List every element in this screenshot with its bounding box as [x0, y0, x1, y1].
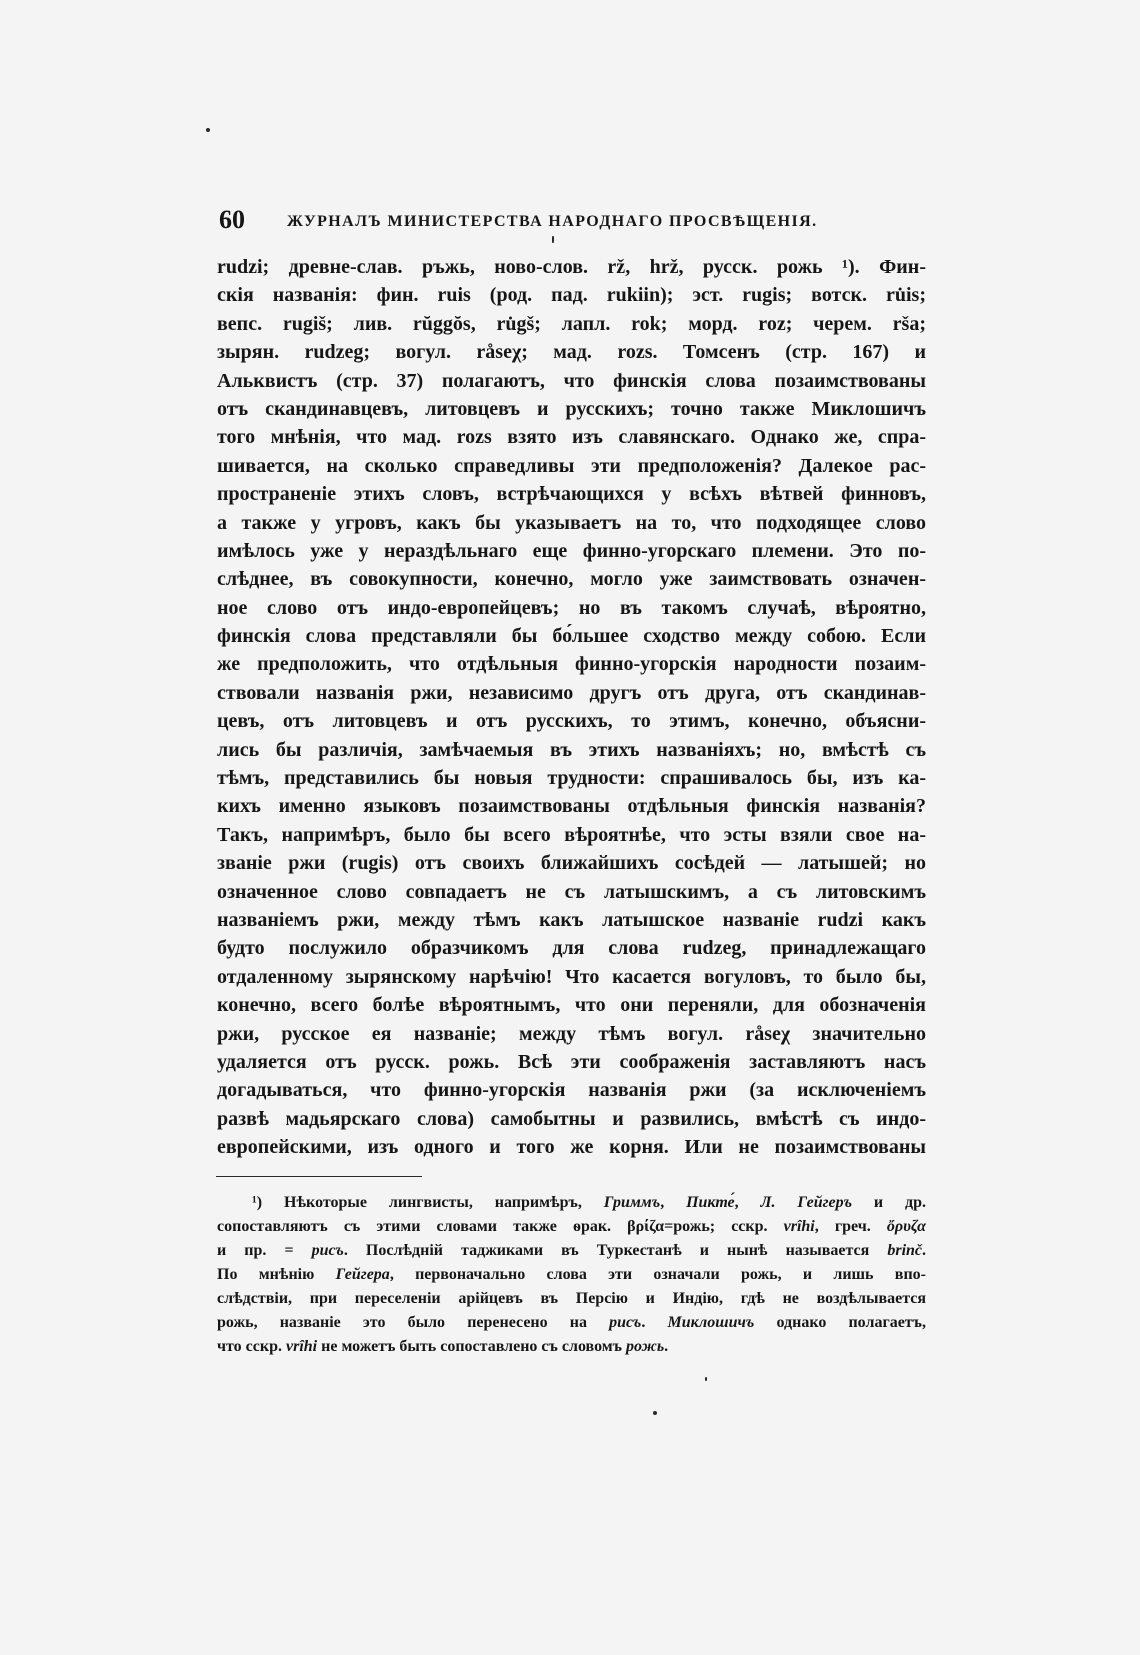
body-line: слѣднее, въ совокупности, конечно, могло уже заимствовать означен- — [217, 568, 926, 591]
italic-run: Гриммъ — [603, 1194, 661, 1211]
italic-run: Пикте́ — [686, 1194, 735, 1211]
italic-run: Гейгера — [335, 1266, 390, 1283]
footnote-line — [217, 1335, 926, 1359]
body-line: финскія слова представляли бы бо́льшее сходство между собою. Если — [217, 625, 926, 648]
text-run: , — [734, 1194, 761, 1211]
body-line: rudzi; древне-слав. ръжь, ново-слов. rž, hrž, русск. рожь ¹). Фин- — [217, 256, 926, 278]
body-line: ствовали названія ржи, независимо другъ отъ друга, отъ скандинав- — [217, 681, 926, 704]
italic-run: vrîhi — [783, 1218, 815, 1235]
footnote-line — [217, 1263, 926, 1287]
body-line: догадываться, что финно-угорскія названія ржи (за исключеніемъ — [217, 1079, 926, 1102]
body-line: будто послужило образчикомъ для слова rudzeg, принадлежащаго — [217, 937, 926, 960]
body-line: ное слово отъ индо-европейцевъ; но въ такомъ случаѣ, вѣроятно, — [217, 596, 926, 619]
body-line: удаляется отъ русск. рожь. Всѣ эти соображенія заставляютъ насъ — [217, 1050, 926, 1073]
body-line: означенное слово совпадаетъ не съ латышскимъ, а съ литовскимъ — [217, 880, 926, 903]
body-line: тѣмъ, представились бы новыя трудности: спрашивалось бы, изъ ка- — [217, 767, 926, 790]
text-run: не можетъ быть сопоставлено съ словомъ — [317, 1338, 626, 1355]
body-line: названіемъ ржи, между тѣмъ какъ латышское названіе rudzi какъ — [217, 908, 926, 931]
page-number: 60 — [219, 205, 245, 234]
italic-run: brinč — [887, 1242, 923, 1259]
text-run: сопоставляютъ съ этими словами также ѳрак. βρίζα=рожь; сскр. — [217, 1218, 784, 1235]
body-line: отъ скандинавцевъ, литовцевъ и русскихъ; точно также Миклошичъ — [217, 397, 926, 420]
text-run: . — [922, 1242, 926, 1259]
italic-run: Л. Гейгеръ — [760, 1194, 853, 1211]
text-run: и пр. = — [217, 1242, 312, 1259]
italic-run: Миклошичъ — [667, 1314, 755, 1331]
body-line: зырян. rudzeg; вогул. råseχ; мад. rozs. Томсенъ (стр. 167) и — [217, 341, 926, 364]
italic-run: рожь — [626, 1338, 665, 1355]
footnote-line — [217, 1215, 926, 1239]
body-line: лись бы различія, замѣчаемыя въ этихъ названіяхъ; но, вмѣстѣ съ — [217, 738, 926, 761]
italic-run: рисъ — [311, 1242, 344, 1259]
body-text — [217, 253, 926, 1162]
body-line: отдаленному зырянскому нарѣчію! Что касается вогуловъ, то было бы, — [217, 965, 926, 988]
body-line: имѣлось уже у нераздѣльнаго еще финно-угорскаго племени. Это по- — [217, 539, 926, 562]
italic-run: vrîhi — [286, 1338, 318, 1355]
text-run: , — [660, 1194, 687, 1211]
italic-run: ὄρυζα — [886, 1218, 926, 1235]
body-line: Альквистъ (стр. 37) полагаютъ, что финскія слова позаимствованы — [217, 369, 926, 392]
scan-speck — [552, 236, 554, 243]
body-line: званіе ржи (rugis) отъ своихъ ближайшихъ сосѣдей — латышей; но — [217, 852, 926, 875]
scan-speck — [206, 128, 210, 132]
footnote-line — [217, 1191, 926, 1215]
body-line: же предположить, что отдѣльныя финно-угорскія народности позаим- — [217, 653, 926, 676]
body-line: цевъ, отъ литовцевъ и отъ русскихъ, то этимъ, конечно, объясни- — [217, 710, 926, 733]
body-line: а также у угровъ, какъ бы указываетъ на то, что подходящее слово — [217, 511, 926, 534]
text-run: . — [641, 1314, 668, 1331]
body-line: Такъ, напримѣръ, было бы всего вѣроятнѣе, что эсты взяли свое на- — [217, 823, 926, 846]
text-run: что сскр. — [217, 1338, 286, 1355]
text-run: . Послѣдній таджиками въ Туркестанѣ и нынѣ называется — [343, 1242, 888, 1259]
body-line: ржи, русское ея названіе; между тѣмъ вогул. råseχ значительно — [217, 1022, 926, 1045]
text-run: . — [664, 1338, 669, 1355]
body-line: того мнѣнія, что мад. rozs взято изъ славянскаго. Однако же, спра- — [217, 426, 926, 449]
body-line: кихъ именно языковъ позаимствованы отдѣльныя финскія названія? — [217, 795, 926, 818]
text-run: рожь, названіе это было перенесено на — [217, 1314, 610, 1331]
body-line: шивается, на сколько справедливы эти предположенія? Далекое рас- — [217, 454, 926, 477]
body-line: вепс. rugiš; лив. rŭggŏs, ru̇gš; лапл. rok; морд. roz; черем. rša; — [217, 312, 926, 335]
text-run: и др. — [852, 1194, 926, 1211]
running-head: ЖУРНАЛЪ МИНИСТЕРСТВА НАРОДНАГО ПРОСВѢЩЕНІЯ. — [287, 213, 818, 230]
footnote-line — [217, 1239, 926, 1263]
body-line: пространеніе этихъ словъ, встрѣчающихся у всѣхъ вѣтвей финновъ, — [217, 483, 926, 506]
text-run: По мнѣнію — [217, 1266, 336, 1283]
text-run: однако полагаетъ, — [754, 1314, 926, 1331]
italic-run: рисъ — [609, 1314, 642, 1331]
footnote-line: слѣдствіи, при переселеніи арійцевъ въ Персію и Индію, гдѣ не воздѣлывается — [217, 1290, 926, 1307]
scan-speck — [705, 1377, 707, 1381]
footnotes — [217, 1191, 926, 1359]
body-line: конечно, всего болѣе вѣроятнымъ, что они переняли, для обозначенія — [217, 994, 926, 1017]
body-line: развѣ мадьярскаго слова) самобытны и развились, вмѣстѣ съ индо- — [217, 1107, 926, 1130]
footnote-line — [217, 1311, 926, 1335]
scan-speck — [653, 1411, 657, 1415]
text-run: , первоначально слова эти означали рожь, и лишь впо- — [389, 1266, 926, 1283]
body-line: скія названія: фин. ruis (род. пад. rukiin); эст. rugis; вотск. ru̇is; — [217, 284, 926, 307]
footnote-rule — [216, 1176, 422, 1177]
body-line: европейскими, изъ одного и того же корня. Или не позаимствованы — [217, 1136, 926, 1159]
text-run: , греч. — [814, 1218, 887, 1235]
text-run: ¹) Нѣкоторые лингвисты, напримѣръ, — [252, 1194, 604, 1211]
